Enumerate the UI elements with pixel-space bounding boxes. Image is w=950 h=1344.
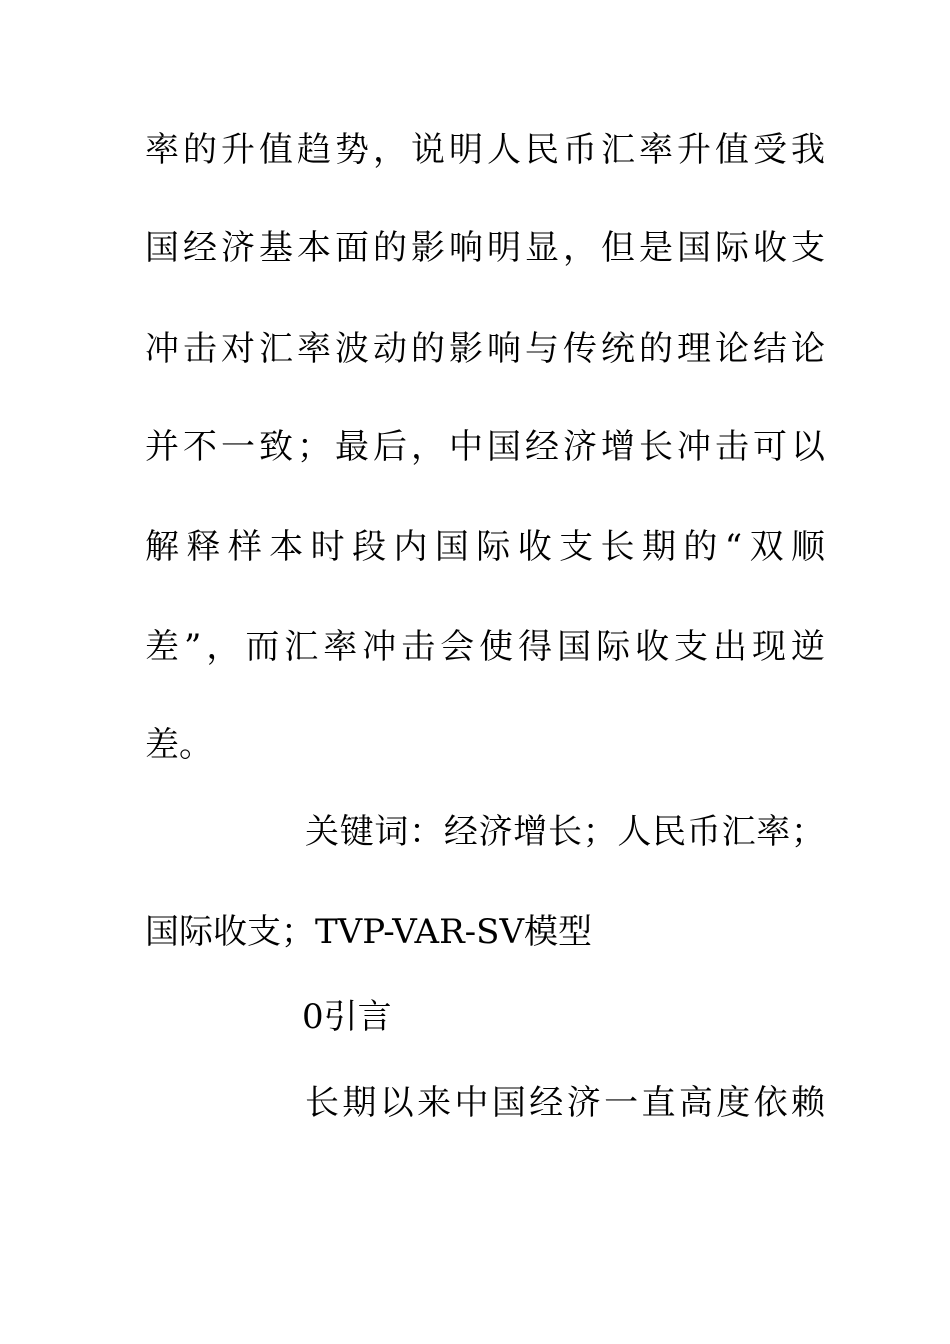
section-heading: 0引言 xyxy=(302,997,392,1037)
abstract-line: 差”，而汇率冲击会使得国际收支出现逆 xyxy=(145,627,825,667)
keywords-line: 国际收支；TVP-VAR-SV模型 xyxy=(145,912,592,952)
abstract-line: 差。 xyxy=(145,725,213,765)
body-paragraph-line: 长期以来中国经济一直高度依赖 xyxy=(305,1083,825,1123)
keywords-line: 关键词：经济增长；人民币汇率； xyxy=(305,812,825,852)
abstract-line: 率的升值趋势，说明人民币汇率升值受我 xyxy=(145,130,825,170)
abstract-line: 冲击对汇率波动的影响与传统的理论结论 xyxy=(145,329,825,369)
abstract-line: 并不一致；最后，中国经济增长冲击可以 xyxy=(145,427,825,467)
abstract-line: 解释样本时段内国际收支长期的“双顺 xyxy=(145,527,825,567)
abstract-line: 国经济基本面的影响明显，但是国际收支 xyxy=(145,228,825,268)
